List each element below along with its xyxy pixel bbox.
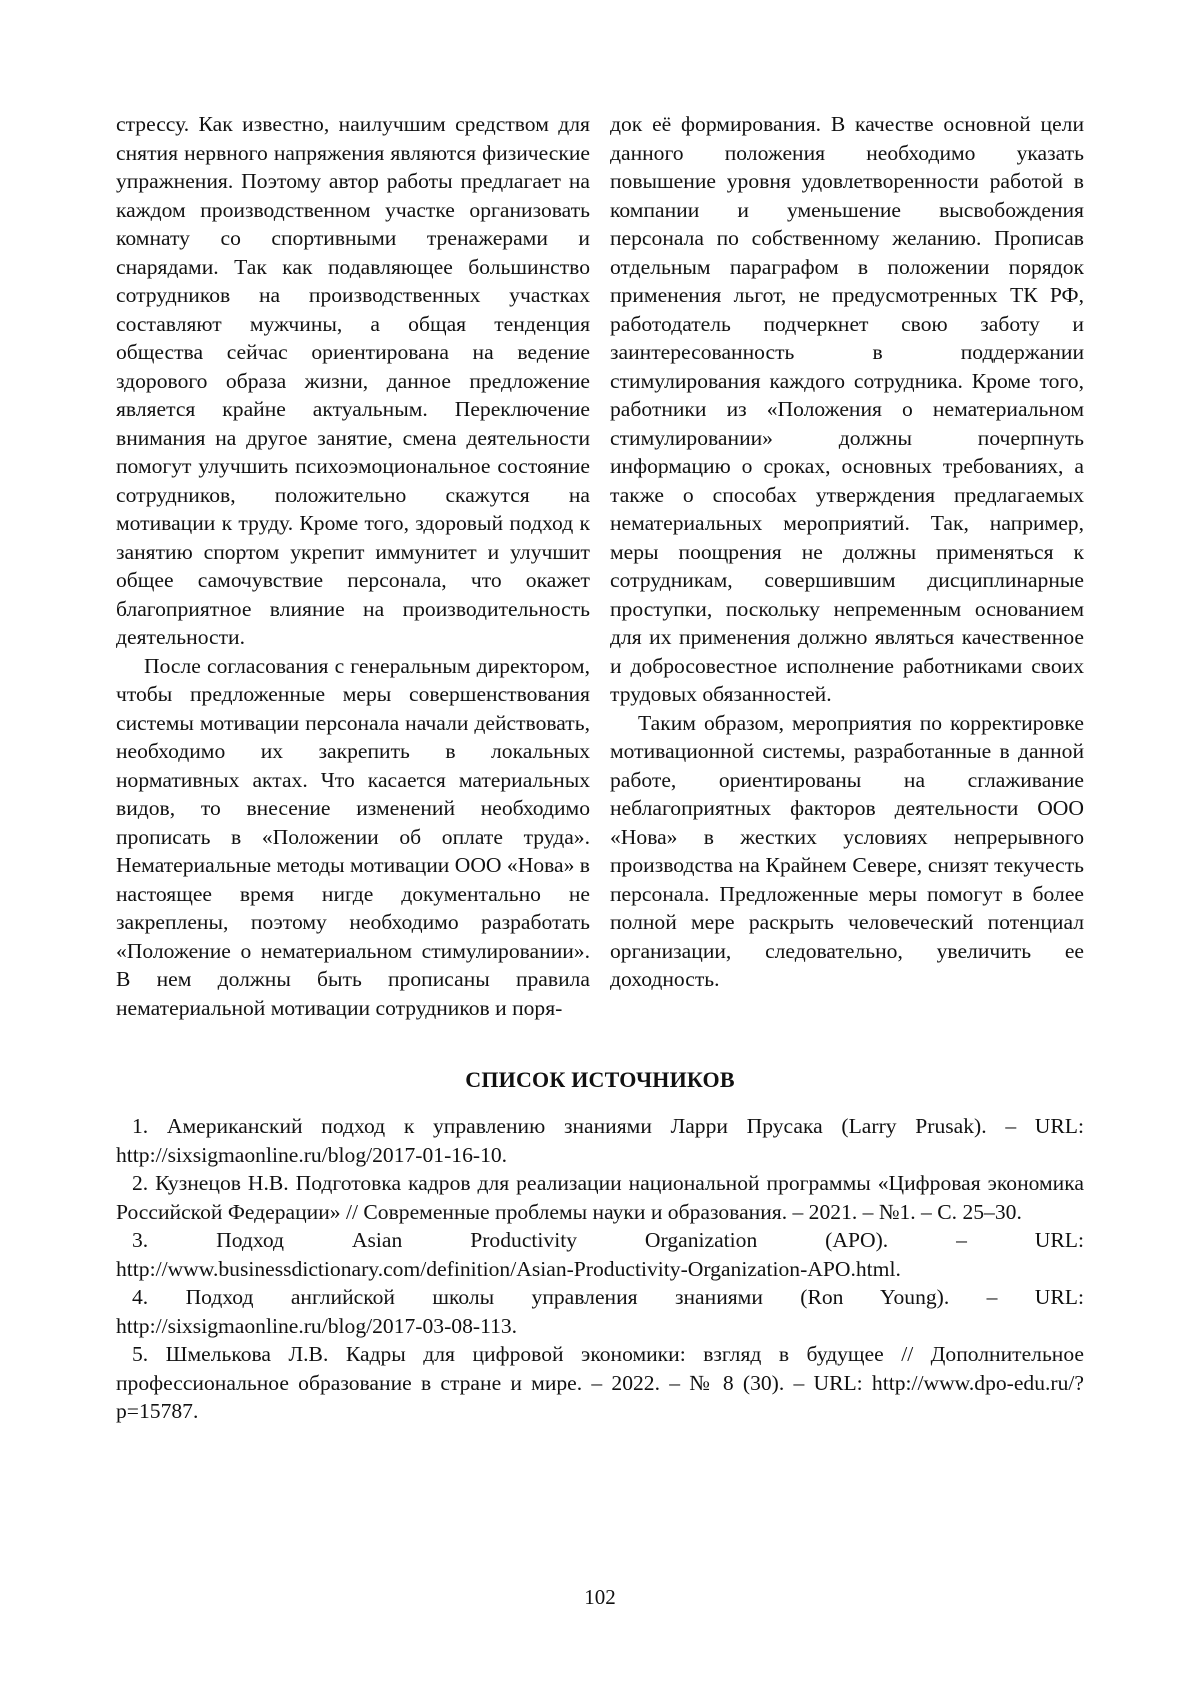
reference-item: 2. Кузнецов Н.В. Подготовка кадров для реализации национальной программы «Цифровая экономика Российской Федерации» // Современные проблемы науки и образования. – 2021. – №1. – С. 25–30. <box>116 1171 1084 1224</box>
right-column <box>610 110 1084 1022</box>
page-content <box>116 110 1084 1426</box>
left-paragraph-1: стрессу. Как известно, наилучшим средством для снятия нервного напряжения являются физические упражнения. Поэтому автор работы предлагает на каждом производственном участке организовать комнату со спортивными тренажерами и снарядами. Так как подавляющее большинство сотрудников на производственных участках составляют мужчины, а общая тенденция общества сейчас ориентирована на ведение здорового образа жизни, данное предложение является крайне актуальным. Переключение внимания на другое занятие, смена деятельности помогут улучшить психоэмоциональное состояние сотрудников, положительно скажутся на мотивации к труду. Кроме того, здоровый подход к занятию спортом укрепит иммунитет и улучшит общее самочувствие персонала, что окажет благоприятное влияние на производительность деятельности. <box>116 112 590 649</box>
right-paragraph-1: док её формирования. В качестве основной цели данного положения необходимо указать повышение уровня удовлетворенности работой в компании и уменьшение высвобождения персонала по собственному желанию. Прописав отдельным параграфом в положении порядок применения льгот, не предусмотренных ТК РФ, работодатель подчеркнет свою заботу и заинтересованность в поддержании стимулирования каждого сотрудника. Кроме того, работники из «Положения о нематериальном стимулировании» должны почерпнуть информацию о сроках, основных требованиях, а также о способах утверждения предлагаемых нематериальных мероприятий. Так, например, меры поощрения не должны применяться к сотрудникам, совершившим дисциплинарные проступки, поскольку непременным основанием для их применения должно являться качественное и добросовестное исполнение работниками своих трудовых обязанностей. <box>610 112 1084 706</box>
references-list <box>116 1112 1084 1426</box>
left-paragraph-2: После согласования с генеральным директором, чтобы предложенные меры совершенствования системы мотивации персонала начали действовать, необходимо их закрепить в локальных нормативных актах. Что касается материальных видов, то внесение изменений необходимо прописать в «Положении об оплате труда». Нематериальные методы мотивации ООО «Нова» в настоящее время нигде документально не закреплены, поэтому необходимо разработать «Положение о нематериальном стимулировании». В нем должны быть прописаны правила нематериальной мотивации сотрудников и поря- <box>116 653 590 1020</box>
right-paragraph-2: Таким образом, мероприятия по корректировке мотивационной системы, разработанные в данной работе, ориентированы на сглаживание неблагоприятных факторов деятельности ООО «Нова» в жестких условиях непрерывного производства на Крайнем Севере, снизят текучесть персонала. Предложенные меры помогут в более полной мере раскрыть человеческий потенциал организации, следовательно, увеличить ее доходность. <box>610 710 1084 991</box>
left-column <box>116 110 590 1022</box>
reference-item: 3. Подход Asian Productivity Organization (APO). – URL: http://www.businessdictionary.com/definition/Asian-Productivity-Organization-APO.html. <box>116 1228 1084 1281</box>
reference-item: 5. Шмелькова Л.В. Кадры для цифровой экономики: взгляд в будущее // Дополнительное профессиональное образование в стране и мире. – 2022. – № 8 (30). – URL: http://www.dpo-edu.ru/?p=15787. <box>116 1342 1084 1423</box>
references-title: СПИСОК ИСТОЧНИКОВ <box>465 1067 735 1092</box>
page-number: 102 <box>584 1585 616 1609</box>
reference-item: 1. Американский подход к управлению знаниями Ларри Прусака (Larry Prusak). – URL: http://sixsigmaonline.ru/blog/2017-01-16-10. <box>116 1114 1084 1167</box>
reference-item: 4. Подход английской школы управления знаниями (Ron Young). – URL: http://sixsigmaonline.ru/blog/2017-03-08-113. <box>116 1285 1084 1338</box>
article-body <box>116 110 1084 1022</box>
